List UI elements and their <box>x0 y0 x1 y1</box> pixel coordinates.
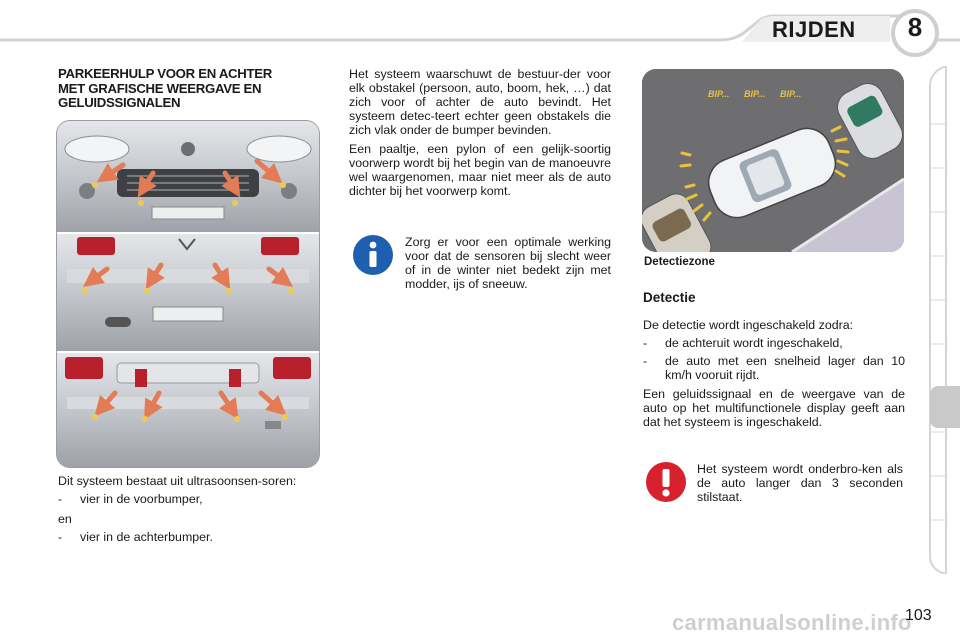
detection-description <box>643 318 905 429</box>
beep-label: BIP... <box>708 89 730 99</box>
beep-label: BIP... <box>744 89 766 99</box>
section-title-line: GELUIDSSIGNALEN <box>58 95 181 110</box>
list-dash: - <box>643 354 648 368</box>
sensor-description <box>58 474 320 544</box>
paragraph-warning-obstacle: Het systeem waarschuwt de bestuur-der voor elk obstakel (persoon, auto, boom, hek, …) dat zich voor of achter de auto bevindt. Het systeem detec-teert echter geen obstakels die zich vlak onder de bumper bevinden. <box>349 67 611 137</box>
section-title <box>58 67 328 111</box>
list-dash: - <box>58 492 63 506</box>
page-number: 103 <box>905 607 932 624</box>
front-bumper-view <box>57 121 319 233</box>
section-title-line: MET GRAFISCHE WEERGAVE EN <box>58 80 262 96</box>
image-caption: Detectiezone <box>644 256 715 268</box>
list-item-front: vier in de voorbumper, <box>80 492 203 506</box>
list-item <box>58 492 320 506</box>
list-item <box>643 354 905 382</box>
list-item-speed: de auto met een snelheid lager dan 10 km/h vooruit rijdt. <box>665 354 905 382</box>
bumper-drawing <box>57 121 319 467</box>
info-note: Zorg er voor een optimale werking voor dat de sensoren bij slecht weer of in de winter niet bedekt zijn met modder, ijs of sneeuw. <box>405 235 611 291</box>
bumper-sensor-illustration <box>56 120 320 468</box>
list-item-rear: vier in de achterbumper. <box>80 530 213 544</box>
chapter-tabs <box>928 66 948 574</box>
detection-zone-drawing <box>642 69 904 252</box>
beep-label: BIP... <box>780 89 802 99</box>
list-item-reverse: de achteruit wordt ingeschakeld, <box>665 336 843 350</box>
paragraph-signal: Een geluidssignaal en de weergave van de auto op het multifunctionele display geeft aan dat het systeem is ingeschakeld. <box>643 387 905 429</box>
list-item <box>58 530 320 544</box>
rear-bumper-view <box>57 234 319 352</box>
detection-heading: Detectie <box>643 290 696 305</box>
info-icon <box>352 234 394 276</box>
list-connector: en <box>58 512 72 526</box>
section-title-line: PARKEERHULP VOOR EN ACHTER <box>58 66 272 81</box>
detection-zone-illustration <box>642 69 904 252</box>
chapter-title: RIJDEN <box>772 17 856 42</box>
chapter-number: 8 <box>907 12 923 42</box>
warning-note: Het systeem wordt onderbro-ken als de auto langer dan 3 seconden stilstaat. <box>697 462 903 504</box>
chapter-tab-active[interactable] <box>930 386 960 428</box>
sensor-intro: Dit systeem bestaat uit ultrasoonsen-soren: <box>58 474 297 488</box>
paragraph-pylon: Een paaltje, een pylon of een gelijk-soortig voorwerp wordt bij het begin van de manoeuvre wel waargenomen, maar niet meer als de auto dichter bij het voorwerp komt. <box>349 142 611 198</box>
warning-icon <box>645 461 687 503</box>
watermark: carmanualsonline.info <box>672 610 912 635</box>
list-item <box>643 336 905 350</box>
system-description <box>349 67 611 198</box>
list-dash: - <box>58 530 63 544</box>
detection-lead: De detectie wordt ingeschakeld zodra: <box>643 318 854 332</box>
list-dash: - <box>643 336 648 350</box>
